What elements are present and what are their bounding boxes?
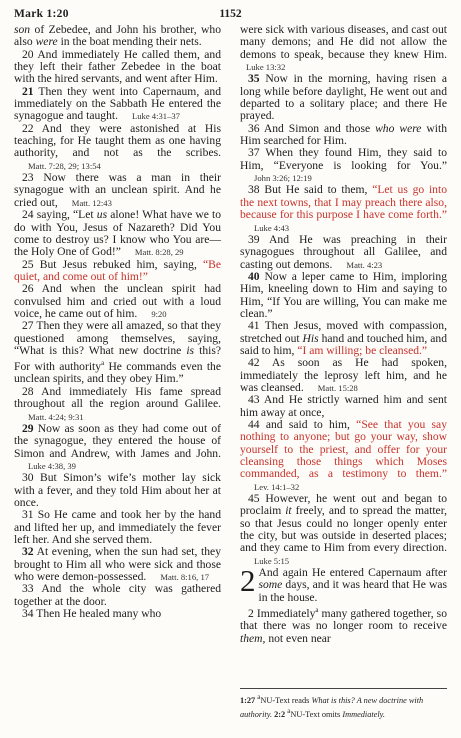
words-of-jesus: “Be quiet, and come out of him!”: [14, 257, 221, 283]
verse-text: Now there was a man in their synagogue with an unclean spirit. And he cried out,: [14, 171, 221, 209]
verse-text: it: [285, 504, 292, 518]
verse: [240, 73, 447, 122]
verse-number: 34: [22, 607, 34, 621]
verse: [14, 209, 221, 258]
verse: [14, 49, 221, 86]
verse-text: alone! What have we to do with You, Jesus of Nazareth? Did You come to destroy us? I know who You are—the Holy One of God!”: [14, 208, 222, 259]
verse-number: 37: [248, 146, 260, 160]
verse-text: son: [14, 23, 31, 36]
verse: [14, 320, 221, 386]
footnote-line: [240, 692, 447, 720]
verse: [14, 386, 221, 423]
verse-text: were: [35, 35, 58, 49]
verse: [240, 604, 447, 645]
verse-number: 24: [22, 208, 34, 222]
verse-text: He commands even the unclean spirits, and they obey Him.”: [14, 360, 221, 386]
verse-number: 45: [248, 492, 260, 506]
verse-number: 38: [248, 183, 260, 197]
verse: [240, 394, 447, 419]
cross-reference: Lev. 14:1–32: [254, 481, 300, 492]
verse-text: some: [258, 578, 283, 592]
cross-reference: Luke 4:38, 39: [28, 460, 76, 471]
verse: [14, 546, 221, 583]
verse-text: And the whole city was gathered together at the door.: [14, 582, 222, 608]
cross-reference: Luke 5:15: [254, 555, 290, 566]
verse-text: of Zebedee, and John his brother, who also: [14, 23, 221, 49]
verse-text: And immediately His fame spread throughout all the region around Galilee.: [14, 384, 221, 411]
verse: [240, 234, 447, 271]
verse-number: 42: [248, 356, 260, 370]
verse-text: And He strictly warned him and sent him away at once,: [240, 393, 447, 419]
page-number: 1152: [219, 8, 242, 20]
verse: [240, 184, 447, 233]
page-header: [14, 6, 447, 22]
verse-number: 29: [22, 421, 34, 435]
verse: [14, 583, 221, 608]
verse-text: However, he went out and began to proclaim: [240, 492, 447, 518]
verse-text: in the boat mending their nets.: [57, 35, 202, 49]
verse: [14, 259, 221, 284]
verse-text: a: [287, 707, 291, 716]
verse-number: 26: [22, 282, 34, 296]
verse-text: What is this? A new doctrine with authority.: [240, 695, 424, 719]
verse: [14, 472, 221, 509]
verse: [240, 24, 447, 73]
verse-number: 21: [22, 84, 34, 98]
verse-text: is: [186, 343, 195, 357]
cross-reference: Matt. 7:28, 29; 13:54: [28, 160, 101, 171]
cross-reference: Matt. 4:23: [346, 259, 383, 270]
verse-text: 1:27: [240, 695, 256, 705]
verse: [14, 283, 221, 320]
cross-reference: 9:20: [151, 308, 167, 319]
verse-text: And immediately He called them, and they left their father Zebedee in the boat with the hired servants, and went after Him.: [14, 47, 221, 86]
verse: [14, 509, 221, 546]
verse: [240, 357, 447, 394]
verse-text: Now in the morning, having risen a long while before daylight, He went out and departed to a solitary place; and there He prayed.: [240, 72, 447, 123]
verse-text: NU-Text reads: [260, 695, 312, 705]
verse-text: And He was preaching in their synagogues throughout all Galilee, and casting out demons.: [240, 232, 447, 271]
verse: [14, 24, 221, 49]
verse-number: 30: [22, 471, 34, 485]
verse-number: 22: [22, 121, 34, 135]
verse: [240, 493, 447, 567]
verse-number: 2: [248, 607, 254, 621]
verse-number: 27: [22, 319, 34, 333]
verse-text: us: [96, 208, 108, 222]
verse-text: Then they were all amazed, so that they questioned among themselves, saying, “What is this? What new doctrine: [14, 319, 221, 357]
cross-reference: Matt. 15:28: [317, 382, 358, 393]
verse-text: Then Jesus, moved with compassion, stretched out: [240, 319, 447, 345]
verse-number: 44: [248, 418, 260, 431]
verse-text: many gathered together, so that there was no longer room to receive: [240, 607, 447, 633]
verse-number: 23: [22, 171, 34, 185]
verse: [14, 123, 221, 172]
verse-number: 33: [22, 582, 34, 596]
right-text-column: [240, 24, 447, 645]
verse: [240, 147, 447, 184]
words-of-jesus: “Let us go into the next towns, that I may preach there also, because for this purpose I have come forth.”: [240, 183, 447, 222]
verse-text: 2:2: [274, 709, 286, 719]
verse-number: 35: [248, 72, 260, 86]
verse-number: 32: [22, 545, 34, 559]
verse: [240, 123, 447, 148]
verse-text: At evening, when the sun had set, they brought to Him all who were sick and those who were demon-possessed.: [14, 545, 221, 583]
cross-reference: Matt. 8:28, 29: [134, 247, 184, 258]
verse-text: a: [315, 606, 319, 615]
words-of-jesus: “I am willing; be cleansed.”: [297, 343, 428, 357]
cross-reference: Luke 13:32: [246, 62, 286, 73]
verse-text: days, and it was heard that He was in the house.: [258, 578, 447, 604]
verse: [240, 271, 447, 320]
verse-number: 36: [248, 121, 260, 135]
verse-text: But He said to them,: [264, 183, 373, 197]
cross-reference: Luke 4:43: [254, 222, 290, 233]
verse-text: this? For with authority: [14, 343, 221, 374]
verse-text: NU-Text omits: [290, 709, 343, 719]
verse-text: saying, “Let: [36, 208, 97, 222]
verse-text: were sick with various diseases, and cast out many demons; and He did not allow the demons to speak, because they knew Him.: [240, 23, 447, 61]
verse-text: not even near: [265, 631, 331, 645]
verse-text: But Jesus rebuked him, saying,: [39, 257, 203, 271]
cross-reference: Matt. 4:24; 9:31: [28, 411, 84, 422]
verse-number: 39: [248, 232, 260, 246]
verse-text: As soon as He had spoken, immediately the leprosy left him, and he was cleansed.: [240, 356, 447, 394]
verse-text: and said to him,: [265, 418, 357, 431]
verse-number: 28: [22, 384, 34, 398]
cross-reference: Luke 4:31–37: [132, 111, 180, 122]
verse-text: But Simon’s wife’s mother lay sick with a fever, and they told Him about her at once.: [14, 471, 221, 509]
cross-reference: Matt. 12:43: [71, 197, 112, 208]
verse-text: hand and touched him, and said to him,: [240, 331, 447, 357]
footnotes: [240, 688, 447, 720]
chapter-verse-reference: Mark 1:20: [14, 8, 69, 20]
verse: [240, 320, 447, 357]
verse-text: And again He entered Capernaum after: [258, 566, 447, 580]
verse-number: 41: [248, 319, 260, 333]
verse-text: Immediately: [256, 607, 316, 621]
cross-reference: John 3:26; 12:19: [254, 173, 312, 184]
verse-number: 25: [22, 257, 34, 271]
verse-text: who were: [375, 121, 422, 135]
chapter-number: 2: [240, 563, 256, 599]
chapter-opening: [240, 563, 447, 604]
cross-reference: Matt. 8:16, 17: [160, 571, 210, 582]
verse-text: with Him searched for Him.: [240, 121, 447, 148]
verse-number: 31: [22, 508, 34, 522]
verse-text: them,: [240, 631, 266, 645]
verse: [14, 172, 221, 209]
verse-text: And they were astonished at His teaching, for He taught them as one having authority, and not as the scribes.: [14, 121, 221, 160]
verse-number: 43: [248, 393, 260, 407]
verse-text: When they found Him, they said to Him, “Everyone is looking for You.”: [240, 146, 447, 172]
verse-text: a: [101, 359, 105, 368]
verse-text: Immediately.: [342, 709, 385, 719]
verse: [14, 423, 221, 472]
verse-text: And Simon and those: [263, 121, 376, 135]
verse-text: Then they went into Capernaum, and immediately on the Sabbath He entered the synagogue and taught.: [14, 84, 221, 123]
words-of-jesus: “See that you say nothing to anyone; but go your way, show yourself to the priest, and offer for your cleansing those things which Moses commanded, as a testimony to them.”: [240, 418, 448, 481]
verse: [14, 608, 221, 620]
verse: [240, 419, 447, 493]
verse-text: And when the unclean spirit had convulsed him and cried out with a loud voice, he came out of him.: [14, 282, 221, 320]
verse-text: a: [257, 693, 261, 701]
verse-text: Now a leper came to Him, imploring Him, kneeling down to Him and saying to Him, “If You are willing, You can make me clean.”: [240, 269, 447, 320]
verse-number: 40: [248, 269, 260, 283]
verse-text: So He came and took her by the hand and lifted her up, and immediately the fever left her. And she served them.: [14, 508, 222, 546]
verse-number: 20: [22, 47, 34, 61]
verse-text: Then He healed many who: [36, 607, 162, 621]
verse-text: His: [302, 331, 319, 345]
verse: [14, 86, 221, 123]
verse-text: Now as soon as they had come out of the synagogue, they entered the house of Simon and Andrew, with James and John.: [14, 421, 221, 460]
left-text-column: [14, 24, 221, 620]
verse-text: freely, and to spread the matter, so that Jesus could no longer openly enter the city, but was outside in deserted places; and they came to Him from every direction.: [240, 504, 447, 555]
